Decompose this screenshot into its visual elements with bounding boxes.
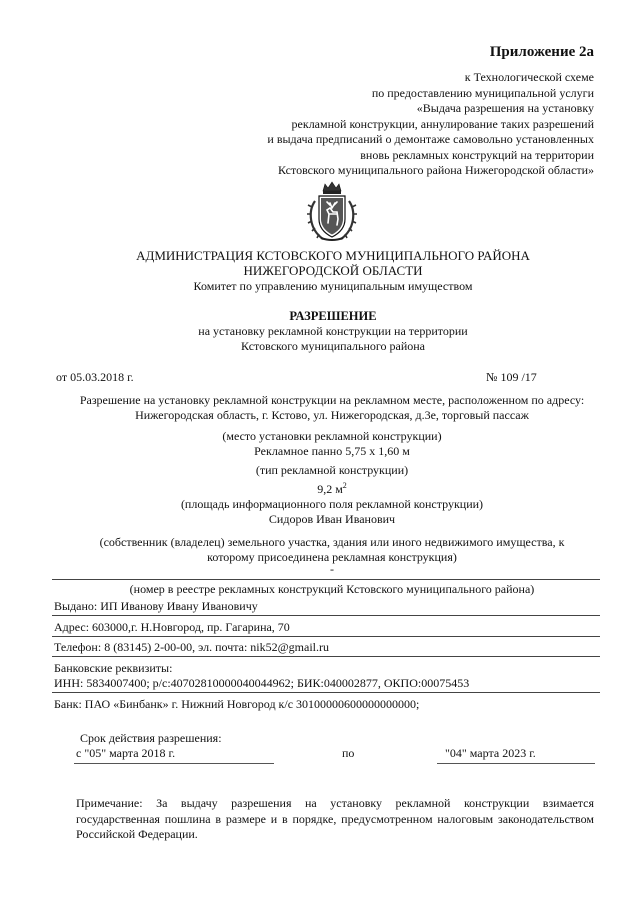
document-subtitle xyxy=(0,324,640,354)
area-value: 9,2 м xyxy=(317,482,343,496)
validity-from-line xyxy=(74,763,274,764)
divider xyxy=(52,636,600,637)
bank-details-label: Банковские реквизиты: xyxy=(54,661,173,675)
divider xyxy=(52,615,600,616)
committee-name: Комитет по управлению муниципальным имуществом xyxy=(193,279,473,293)
appendix-reference xyxy=(0,70,594,179)
document-date: от 05.03.2018 г. xyxy=(56,370,134,384)
validity-to: "04" марта 2023 г. xyxy=(445,746,536,760)
bank-details: ИНН: 5834007400; р/с:40702810000040044962; БИК:040002877, ОКПО:00075453 xyxy=(54,676,470,690)
payment-note: Примечание: За выдачу разрешения на установку рекламной конструкции взимается государственная пошлина в размере и в порядке, предусмотренном налоговым законодательством Российской Федерации. xyxy=(76,796,594,841)
appendix-title: Приложение 2а xyxy=(489,44,594,60)
permit-address xyxy=(42,393,622,423)
validity-to-line xyxy=(437,763,595,764)
appendix-line: и выдача предписаний о демонтаже самовольно установленных xyxy=(267,132,594,146)
area-caption: (площадь информационного поля рекламной конструкции) xyxy=(180,497,484,511)
organization-line: АДМИНИСТРАЦИЯ КСТОВСКОГО МУНИЦИПАЛЬНОГО РАЙОНА xyxy=(136,248,530,263)
divider xyxy=(52,692,600,693)
coat-of-arms-icon xyxy=(303,181,361,243)
applicant-phone: Телефон: 8 (83145) 2-00-00, эл. почта: nik52@gmail.ru xyxy=(54,640,330,654)
type-caption: (тип рекламной конструкции) xyxy=(255,463,409,477)
organization-line: НИЖЕГОРОДСКОЙ ОБЛАСТИ xyxy=(243,263,423,278)
divider xyxy=(52,656,600,657)
area-unit-exponent: 2 xyxy=(342,481,347,490)
organization-name xyxy=(0,248,640,278)
appendix-line: к Технологической схеме xyxy=(464,70,594,84)
appendix-line: рекламной конструкции, аннулирование таких разрешений xyxy=(291,116,594,131)
validity-label: Срок действия разрешения: xyxy=(80,731,222,745)
registry-caption: (номер в реестре рекламных конструкций Кстовского муниципального района) xyxy=(129,582,535,596)
owner-caption-line: которому присоединена рекламная конструкция) xyxy=(207,550,457,564)
issued-to: Выдано: ИП Иванову Ивану Ивановичу xyxy=(54,599,258,613)
location-caption: (место установки рекламной конструкции) xyxy=(222,429,442,443)
validity-to-label: по xyxy=(342,746,355,760)
subtitle-line: Кстовского муниципального района xyxy=(240,339,426,353)
subtitle-line: на установку рекламной конструкции на территории xyxy=(198,324,468,338)
owner-name: Сидоров Иван Иванович xyxy=(268,512,396,526)
info-field-area xyxy=(42,478,622,497)
appendix-line: по предоставлению муниципальной услуги xyxy=(371,85,594,100)
permit-line: Разрешение на установку рекламной конструкции на рекламном месте, расположенном по адресу: xyxy=(79,393,585,407)
applicant-address: Адрес: 603000,г. Н.Новгород, пр. Гагарина, 70 xyxy=(54,620,290,634)
document-number: № 109 /17 xyxy=(486,370,537,384)
owner-caption-line: (собственник (владелец) земельного участка, здания или иного недвижимого имущества, к xyxy=(99,535,565,549)
bank-name: Банк: ПАО «Бинбанк» г. Нижний Новгород к/с 30100000600000000000; xyxy=(54,697,420,711)
owner-caption xyxy=(42,535,622,565)
appendix-line: Кстовского муниципального района Нижегородской области» xyxy=(277,163,594,177)
construction-type: Рекламное панно 5,75 х 1,60 м xyxy=(254,444,410,458)
document-title: РАЗРЕШЕНИЕ xyxy=(289,309,377,323)
registry-number: - xyxy=(330,562,334,576)
permit-line: Нижегородская область, г. Кстово, ул. Нижегородская, д.3е, торговый пассаж xyxy=(135,408,529,422)
appendix-line: вновь рекламных конструкций на территории xyxy=(360,147,594,162)
divider xyxy=(52,579,600,580)
validity-from: с "05" марта 2018 г. xyxy=(76,746,176,760)
appendix-line: «Выдача разрешения на установку xyxy=(416,101,594,115)
